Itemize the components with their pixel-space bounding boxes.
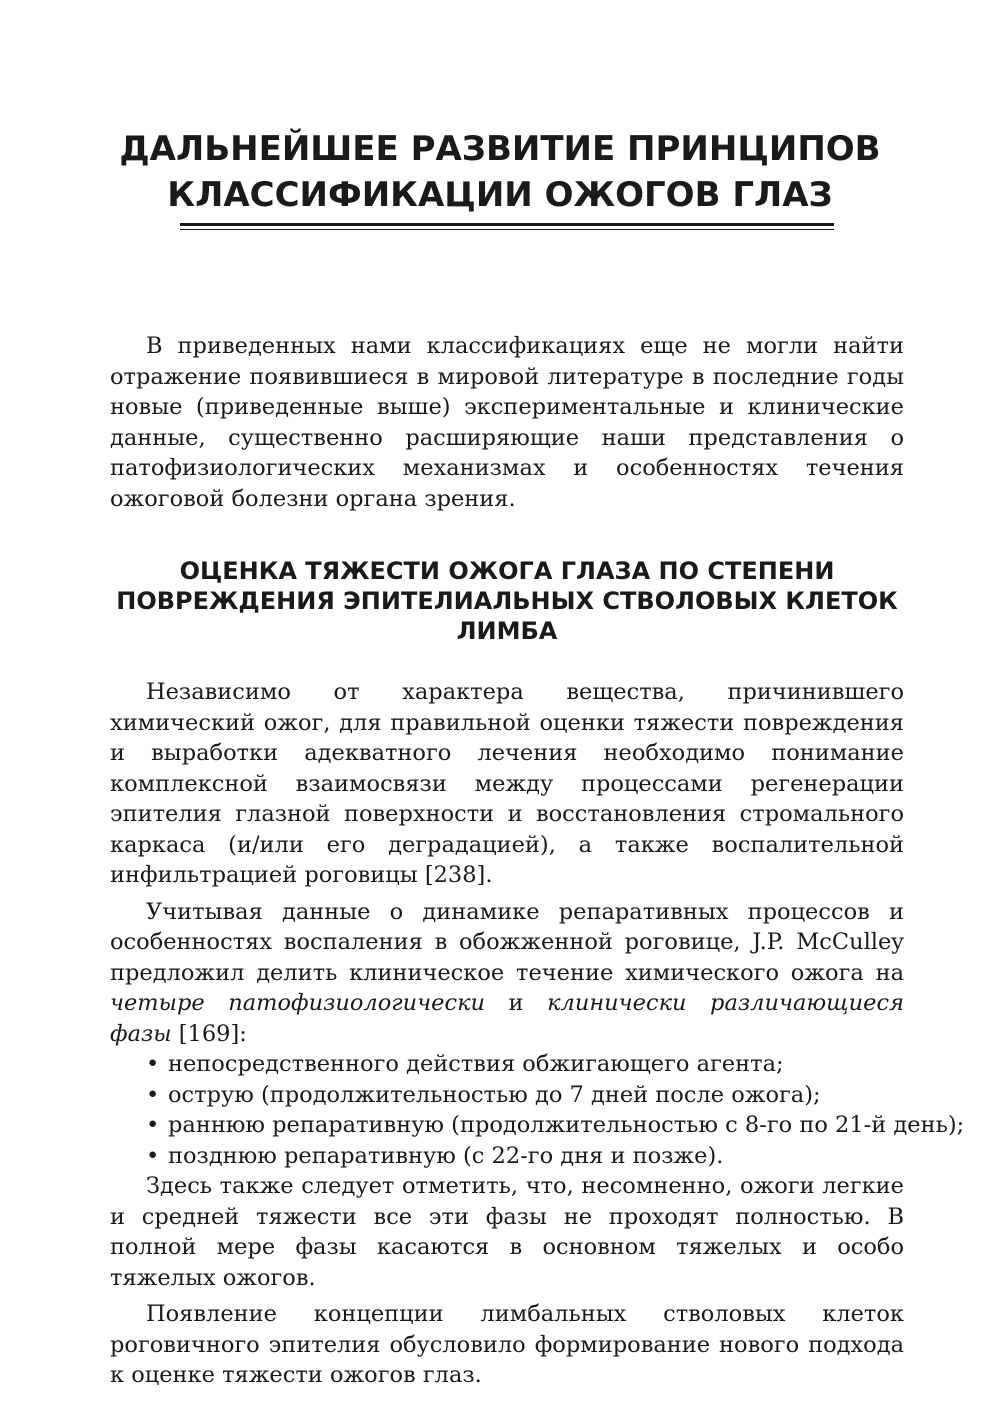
paragraph-2-start: Учитывая данные о динамике репаративных процессов и особенностях воспаления в обожженной роговице, J.P. McCulley предложил делить клиническое течение химического ожога на [110,898,904,986]
bullet-icon: • [146,1112,160,1138]
title-rule-thin [180,229,834,230]
phase-text: раннюю репаративную (продолжительностью с 8-го по 21-й день); [168,1112,965,1138]
bullet-icon: • [146,1051,160,1077]
phase-text: острую (продолжительностью до 7 дней после ожога); [168,1081,821,1108]
list-item [110,1141,904,1172]
list-item [110,1049,904,1080]
section-title [110,556,904,646]
paragraph-2-mid: и [485,990,548,1016]
paragraph-2-end: [169]: [171,1020,247,1047]
bullet-icon: • [146,1142,160,1169]
list-item [110,1110,965,1141]
section-paragraph-2 [110,897,904,1050]
chapter-title-line-1: ДАЛЬНЕЙШЕЕ РАЗВИТИЕ ПРИНЦИПОВ [119,129,881,169]
section-paragraph-3: Здесь также следует отметить, что, несомненно, ожоги легкие и средней тяжести все эти фазы не проходят полностью. В полной мере фазы касаются в основном тяжелых и особо тяжелых ожогов. [110,1173,904,1291]
section-body [110,677,965,1391]
section-paragraph-4: Появление концепции лимбальных стволовых клеток роговичного эпителия обусловило формирование нового подхода к оценке тяжести ожогов глаз. [110,1301,904,1388]
chapter-title [100,126,900,218]
title-double-rule [180,223,834,233]
intro-block [110,331,904,514]
section-title-line-2: ПОВРЕЖДЕНИЯ ЭПИТЕЛИАЛЬНЫХ СТВОЛОВЫХ КЛЕТОК [116,587,898,615]
intro-paragraph: В приведенных нами классификациях еще не могли найти отражение появившиеся в мировой литературе в последние годы новые (приведенные выше) экспериментальные и клинические данные, существенно расширяющие наши представления о патофизиологических механизмах и особенностях течения ожоговой болезни органа зрения. [110,333,904,512]
phase-text: непосредственного действия обжигающего агента; [168,1051,784,1077]
phases-list [110,1049,965,1171]
phase-text: позднюю репаративную (с 22-го дня и позже). [168,1142,724,1169]
section-paragraph-1: Независимо от характера вещества, причинившего химический ожог, для правильной оценки тяжести повреждения и выработки адекватного лечения необходимо понимание комплексной взаимосвязи между процессами регенерации эпителия глазной поверхности и восстановления стромального каркаса (и/или его деградацией), а также воспалительной инфильтрацией роговицы [238]. [110,679,904,888]
section-title-line-1: ОЦЕНКА ТЯЖЕСТИ ОЖОГА ГЛАЗА ПО СТЕПЕНИ [179,557,835,585]
paragraph-2-italic-1: четыре патофизиологически [110,990,486,1016]
title-rule-thick [180,223,834,226]
section-title-line-3: ЛИМБА [456,617,558,645]
bullet-icon: • [146,1081,160,1108]
chapter-title-line-2: КЛАССИФИКАЦИИ ОЖОГОВ ГЛАЗ [167,175,833,215]
paragraph-2-italic-2: клинически различающиеся фазы [110,990,904,1047]
list-item [110,1080,904,1111]
